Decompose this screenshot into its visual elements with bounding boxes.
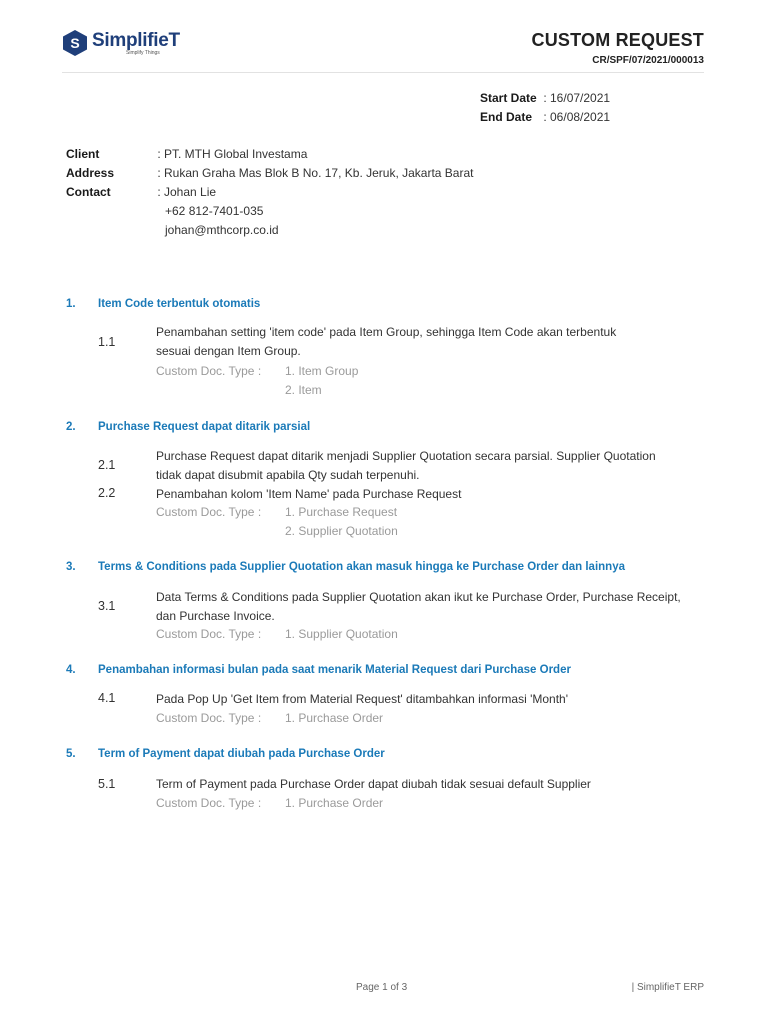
simplifiet-logo-icon <box>62 29 88 57</box>
section-title-text: Penambahan informasi bulan pada saat menarik Material Request dari Purchase Order <box>98 664 571 676</box>
item-text-line: tidak dapat disubmit apabila Qty sudah terpenuhi. <box>156 468 420 482</box>
document-number: CR/SPF/07/2021/000013 <box>592 55 704 66</box>
item-3-1-text <box>156 588 696 626</box>
header-divider <box>62 72 704 73</box>
item-4-1-text <box>156 690 696 709</box>
doc-type-value: 2. Item <box>285 383 322 397</box>
item-3-1-number: 3.1 <box>98 599 116 613</box>
doc-type-value: 1. Purchase Request <box>285 505 398 519</box>
doc-type-value: 2. Supplier Quotation <box>285 524 398 538</box>
address-label: Address <box>66 166 115 180</box>
end-date-label: End Date <box>480 110 533 124</box>
doc-type-label: Custom Doc. Type : <box>156 711 262 725</box>
address-row <box>66 166 474 180</box>
section-2-title <box>66 421 310 433</box>
logo-name: SimplifieT <box>92 29 180 51</box>
item-4-1-number: 4.1 <box>98 691 116 705</box>
doc-type-label: Custom Doc. Type : <box>156 796 262 810</box>
client-label: Client <box>66 147 100 161</box>
doc-type-value: 1. Purchase Order <box>285 796 384 810</box>
item-text-line: Data Terms & Conditions pada Supplier Quotation akan ikut ke Purchase Order, Purchase Receipt, <box>156 590 681 604</box>
section-title-text: Term of Payment dapat diubah pada Purchase Order <box>98 748 385 760</box>
contact-value: : Johan Lie <box>157 185 217 199</box>
item-text-line: Penambahan setting 'item code' pada Item Group, sehingga Item Code akan terbentuk <box>156 325 617 339</box>
company-logo <box>62 28 180 58</box>
doc-type-label: Custom Doc. Type : <box>156 627 262 641</box>
end-date-value: : 06/08/2021 <box>543 110 611 124</box>
doc-type-label: Custom Doc. Type : <box>156 505 262 519</box>
section-1-title <box>66 298 260 310</box>
item-2-2-number: 2.2 <box>98 486 116 500</box>
end-date-row <box>480 110 610 124</box>
client-row <box>66 147 307 161</box>
section-title-text: Item Code terbentuk otomatis <box>98 298 261 310</box>
address-value: : Rukan Graha Mas Blok B No. 17, Kb. Jeruk, Jakarta Barat <box>157 166 474 180</box>
section-number: 3. <box>66 561 76 573</box>
section-3-title <box>66 561 625 573</box>
item-5-1-number: 5.1 <box>98 777 116 791</box>
item-text-line: Pada Pop Up 'Get Item from Material Request' ditambahkan informasi 'Month' <box>156 692 569 706</box>
start-date-value: : 16/07/2021 <box>543 91 611 105</box>
page-number: Page 1 of 3 <box>356 982 408 993</box>
item-2-1-number: 2.1 <box>98 458 116 472</box>
item-text-line: Term of Payment pada Purchase Order dapat diubah tidak sesuai default Supplier <box>156 777 591 791</box>
document-title: CUSTOM REQUEST <box>531 30 704 50</box>
item-1-1-text <box>156 323 696 361</box>
footer-brand: | SimplifieT ERP <box>631 982 704 993</box>
doc-type-value: 1. Purchase Order <box>285 711 384 725</box>
section-number: 4. <box>66 664 76 676</box>
doc-type-value: 1. Item Group <box>285 364 359 378</box>
start-date-label: Start Date <box>480 91 537 105</box>
section-5-title <box>66 748 385 760</box>
item-5-1-text <box>156 775 696 794</box>
contact-phone: +62 812-7401-035 <box>165 204 264 218</box>
doc-type-label: Custom Doc. Type : <box>156 364 262 378</box>
section-title-text: Terms & Conditions pada Supplier Quotation akan masuk hingga ke Purchase Order dan lainnya <box>98 561 625 573</box>
section-number: 2. <box>66 421 76 433</box>
section-number: 5. <box>66 748 76 760</box>
contact-label: Contact <box>66 185 111 199</box>
item-2-2-text <box>156 485 696 504</box>
section-number: 1. <box>66 298 76 310</box>
item-text-line: dan Purchase Invoice. <box>156 609 275 623</box>
start-date-row <box>480 91 610 105</box>
section-4-title <box>66 664 571 676</box>
contact-email: johan@mthcorp.co.id <box>165 223 279 237</box>
logo-tagline: Simplify Things <box>126 49 160 56</box>
client-value: : PT. MTH Global Investama <box>157 147 308 161</box>
item-2-1-text <box>156 447 696 485</box>
item-text-line: Purchase Request dapat ditarik menjadi Supplier Quotation secara parsial. Supplier Quotation <box>156 449 656 463</box>
item-text-line: Penambahan kolom 'Item Name' pada Purchase Request <box>156 487 462 501</box>
contact-row <box>66 185 216 199</box>
doc-type-value: 1. Supplier Quotation <box>285 627 398 641</box>
item-text-line: sesuai dengan Item Group. <box>156 344 301 358</box>
item-1-1-number: 1.1 <box>98 335 116 349</box>
section-title-text: Purchase Request dapat ditarik parsial <box>98 421 311 433</box>
svg-text:S: S <box>70 35 80 51</box>
